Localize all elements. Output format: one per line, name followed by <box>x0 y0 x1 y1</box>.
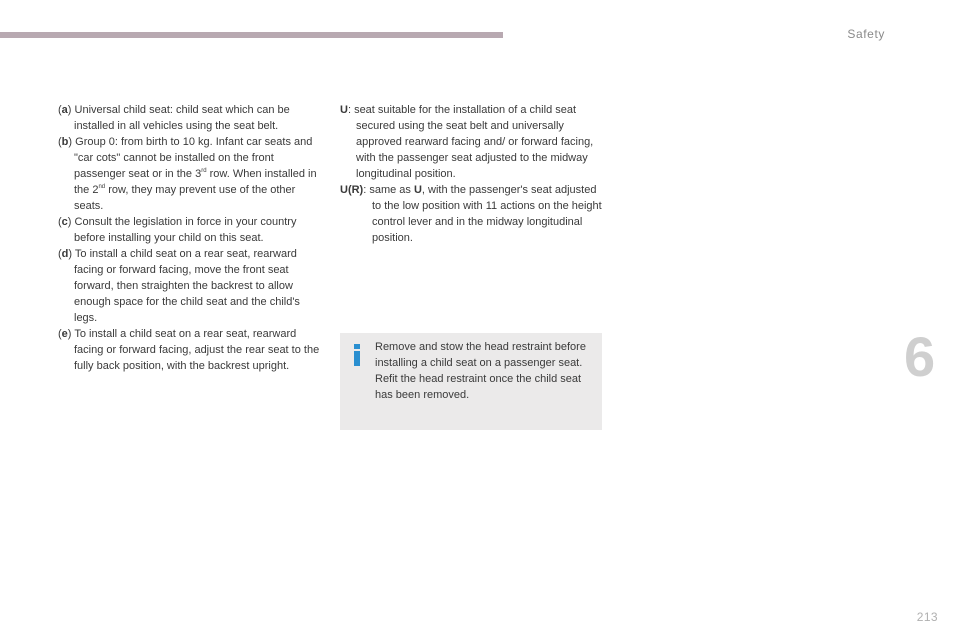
section-title: Safety <box>847 27 885 41</box>
note-text: , with the passenger's seat adjusted to the low position with 11 actions on the height control lever and in the midway longitudinal position. <box>372 184 602 244</box>
note-key: c <box>61 216 68 228</box>
chapter-number: 6 <box>904 325 936 388</box>
ordinal-suffix: rd <box>201 168 207 174</box>
info-icon-stem <box>354 351 360 366</box>
note-d: (d) To install a child seat on a rear seat, rearward facing or forward facing, move the front seat forward, then straighten the backrest to allow enough space for the child seat and the child's legs. <box>58 248 300 324</box>
note-text: Consult the legislation in force in your country before installing your child on this seat. <box>71 216 297 244</box>
info-icon-dot <box>354 344 360 349</box>
note-text: Group 0: from birth to 10 kg. Infant car seats and "car cots" cannot be installed on the front passenger seat or in the 3 <box>72 136 313 180</box>
note-key: d <box>61 248 69 260</box>
note-key-reference: U <box>413 184 422 196</box>
info-box <box>340 333 602 430</box>
header-accent-bar <box>0 32 503 38</box>
note-c: (c) Consult the legislation in force in your country before installing your child on this seat. <box>58 216 297 244</box>
info-text: Remove and stow the head restraint before installing a child seat on a passenger seat. Refit the head restraint once the child seat has been removed. <box>375 341 586 401</box>
note-text: row, they may prevent use of the other seats. <box>74 184 296 212</box>
note-u-r <box>340 182 605 246</box>
note-text: : seat suitable for the installation of a child seat secured using the seat belt and universally approved rearward facing and/ or forward facing, with the passenger seat adjusted to the midway longitudinal position. <box>347 104 594 180</box>
note-key: U(R) <box>340 184 364 196</box>
note-b: (b) Group 0: from birth to 10 kg. Infant car seats and "car cots" cannot be installed on the front passenger seat or in the 3rd row. When installed in the 2nd row, they may prevent use of the other seats. <box>58 136 317 212</box>
note-text: Universal child seat: child seat which can be installed in all vehicles using the seat belt. <box>71 104 290 132</box>
left-column <box>58 102 323 374</box>
note-text: row. When installed in the 2 <box>74 168 317 196</box>
note-key: U <box>340 104 348 116</box>
page-number: 213 <box>916 610 938 624</box>
note-text: : same as <box>363 184 414 196</box>
note-text: To install a child seat on a rear seat, rearward facing or forward facing, move the front seat forward, then straighten the backrest to allow enough space for the child seat and the child's legs. <box>72 248 300 324</box>
ordinal-suffix: nd <box>98 184 106 190</box>
note-key: a <box>61 104 68 116</box>
right-column <box>340 102 605 246</box>
note-key: b <box>61 136 69 148</box>
note-text: To install a child seat on a rear seat, rearward facing or forward facing, adjust the rear seat to the fully back position, with the backrest upright. <box>71 328 320 372</box>
note-a: (a) Universal child seat: child seat which can be installed in all vehicles using the seat belt. <box>58 104 290 132</box>
note-key: e <box>61 328 68 340</box>
info-icon <box>352 344 362 366</box>
note-u <box>340 102 605 182</box>
note-e: (e) To install a child seat on a rear seat, rearward facing or forward facing, adjust the rear seat to the fully back position, with the backrest upright. <box>58 328 320 372</box>
